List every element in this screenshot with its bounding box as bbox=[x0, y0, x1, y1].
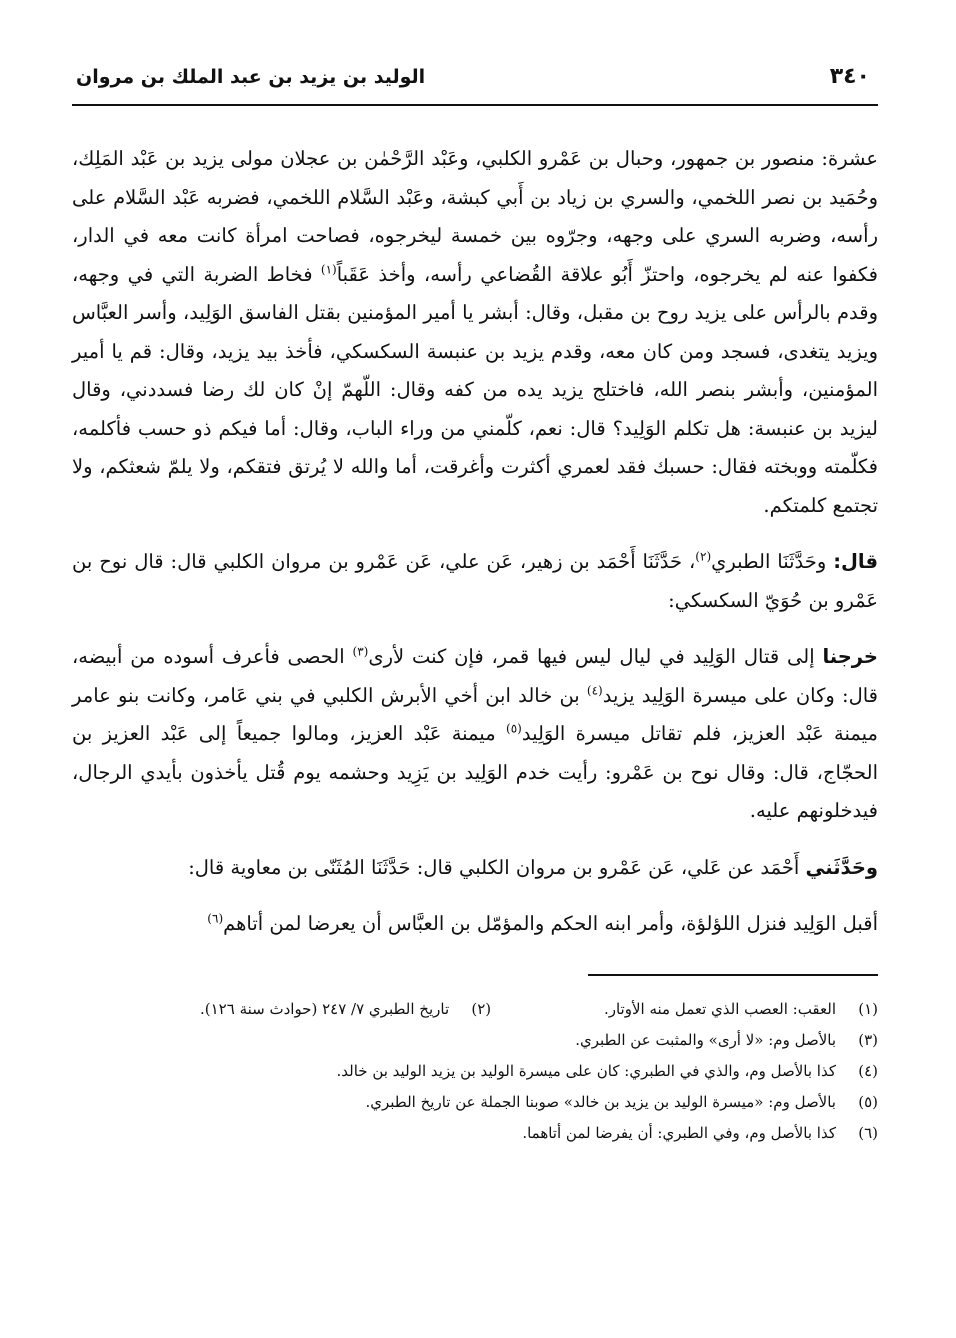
paragraph-5 bbox=[72, 905, 878, 944]
footnote-5 bbox=[72, 1087, 878, 1118]
paragraph-2-lead: قال: bbox=[833, 550, 878, 573]
paragraph-4-lead: وحَدَّثَني bbox=[805, 855, 878, 879]
paragraph-4-text: أَحْمَد عن عَلي، عَن عَمْرو بن مروان الكلبي قال: حَدَّثَنَا المُثَنّى بن معاوية قال: bbox=[188, 855, 806, 879]
running-title: الوليد بن يزيد بن عبد الملك بن مروان bbox=[76, 66, 426, 88]
footnote-ref-6: (٦) bbox=[207, 911, 224, 926]
footnote-6-number: (٦) bbox=[858, 1123, 878, 1142]
paragraph-1-text: عشرة: منصور بن جمهور، وحبال بن عَمْرو الكلبي، وعَبْد الرَّحْمٰن بن عجلان مولى يزيد بن عَبْد المَلِك، وحُمَيد بن نصر اللخمي، والسري بن زياد بن أَبي كبشة، وعَبْد السَّلام اللخمي، فضربه عَبْد السَّلام على رأسه، وضربه السري على وجهه، وجرّوه بين خمسة ليخرجوه، فصاحت امرأة كانت معه في الدار، فكفوا عنه لم يخرجوه، واحتزّ أَبُو علاقة القُضاعي رأسه، وأخذ عَقَباً bbox=[72, 147, 878, 286]
paragraph-3-text-a: إلى قتال الوَلِيد في ليال ليس فيها قمر، فإن كنت لأرى bbox=[368, 645, 823, 668]
footnote-4-number: (٤) bbox=[858, 1061, 878, 1080]
footnote-2-text: تاريخ الطبري ٧/ ٢٤٧ (حوادث سنة ١٢٦). bbox=[200, 999, 450, 1018]
footnote-3-text: بالأصل وم: «لا أرى» والمثبت عن الطبري. bbox=[575, 1030, 836, 1049]
page-header bbox=[72, 60, 878, 106]
footnote-row-1 bbox=[72, 994, 878, 1025]
footnote-1-number: (١) bbox=[858, 999, 878, 1018]
footnotes bbox=[72, 994, 878, 1149]
book-page bbox=[72, 60, 878, 1149]
footnote-ref-3: (٣) bbox=[352, 644, 369, 659]
footnote-ref-1: (١) bbox=[320, 262, 337, 276]
paragraph-1 bbox=[72, 140, 878, 525]
footnote-3 bbox=[72, 1025, 878, 1056]
footnote-3-number: (٣) bbox=[858, 1030, 878, 1049]
footnote-4-text: كذا بالأصل وم، والذي في الطبري: كان على ميسرة الوليد بن يزيد الوليد بن خالد. bbox=[336, 1061, 836, 1080]
footnote-4 bbox=[72, 1056, 878, 1087]
footnote-2-number: (٢) bbox=[471, 999, 492, 1018]
paragraph-3 bbox=[72, 638, 878, 831]
footnote-ref-4: (٤) bbox=[586, 683, 603, 697]
paragraph-3-text-d: ميمنة عَبْد العزيز، ومالوا جميعاً إلى عَبْد العزيز بن الحجّاج، قال: وقال نوح بن عَمْرو: رأيت خدم الوَلِيد بن يَزِيد وحشمه يوم قُتل يأخذون بأيدي الرجال، فيدخلونهم عليه. bbox=[72, 722, 878, 822]
paragraph-3-text-b: الحصى فأعرف أسوده من أبيضه، قال: وكان على ميسرة الوَلِيد يزيد bbox=[72, 645, 878, 707]
paragraph-4 bbox=[72, 849, 878, 888]
paragraph-2-text-b: ، حَدَّثَنَا أَحْمَد بن زهير، عَن علي، عَن عَمْرو بن مروان الكلبي قال: قال نوح بن عَمْرو بن حُوَيّ السكسكي: bbox=[72, 550, 878, 612]
footnote-2 bbox=[104, 994, 491, 1025]
footnote-separator-wrap bbox=[72, 974, 878, 976]
footnote-6-text: كذا بالأصل وم، وفي الطبري: أن يفرضا لمن أتاهما. bbox=[522, 1123, 836, 1142]
footnote-ref-5: (٥) bbox=[506, 721, 522, 736]
paragraph-2 bbox=[72, 543, 878, 620]
paragraph-2-text-a: وحَدَّثَنَا الطبري bbox=[711, 550, 834, 573]
footnote-5-number: (٥) bbox=[858, 1092, 878, 1111]
footnote-6 bbox=[72, 1118, 878, 1149]
footnote-1 bbox=[491, 994, 878, 1025]
paragraph-1-continuation: فخاط الضربة التي في وجهه، وقدم بالرأس على يزيد روح بن مقبل، وقال: أبشر يا أمير المؤمنين بقتل الفاسق الوَلِيد، وأسر العبَّاس ويزيد يتغدى، فسجد ومن كان معه، وقدم يزيد بن عنبسة السكسكي، فأخذ بيد يزيد، وقال: قم يا أمير المؤمنين، وأبشر بنصر الله، فاختلج يزيد يده من كفه وقال: اللّهمّ إنْ كان لك رضا فسددني، وقال ليزيد بن عنبسة: هل تكلم الوَلِيد؟ قال: نعم، كلّمني من وراء الباب، وقال: أما فيكم ذو حسب فأكلمه، فكلّمته ووبخته فقال: حسبك فقد لعمري أكثرت وأغرقت، أما والله لا يُرتق فتقكم، ولا يلمّ شعثكم، ولا تجتمع كلمتكم. bbox=[72, 262, 878, 517]
footnote-1-text: العقب: العصب الذي تعمل منه الأوتار. bbox=[603, 999, 836, 1018]
footnote-5-text: بالأصل وم: «ميسرة الوليد بن يزيد بن خالد» صوبنا الجملة عن تاريخ الطبري. bbox=[365, 1092, 836, 1111]
paragraph-3-lead: خرجنا bbox=[822, 645, 878, 668]
page-number: ٣٤٠ bbox=[829, 64, 870, 89]
main-text bbox=[72, 140, 878, 944]
footnote-separator bbox=[588, 974, 878, 976]
paragraph-3-text-c: بن خالد ابن أخي الأبرش الكلبي في بني عَامر، وكانت بنو عامر ميمنة عَبْد العزيز، فلم تقاتل ميسرة الوَلِيد bbox=[72, 683, 878, 745]
paragraph-5-text: أقبل الوَلِيد فنزل اللؤلؤة، وأمر ابنه الحكم والمؤمّل بن العبَّاس أن يعرضا لمن أتاهم bbox=[223, 912, 878, 935]
footnote-ref-2: (٢) bbox=[695, 549, 712, 564]
